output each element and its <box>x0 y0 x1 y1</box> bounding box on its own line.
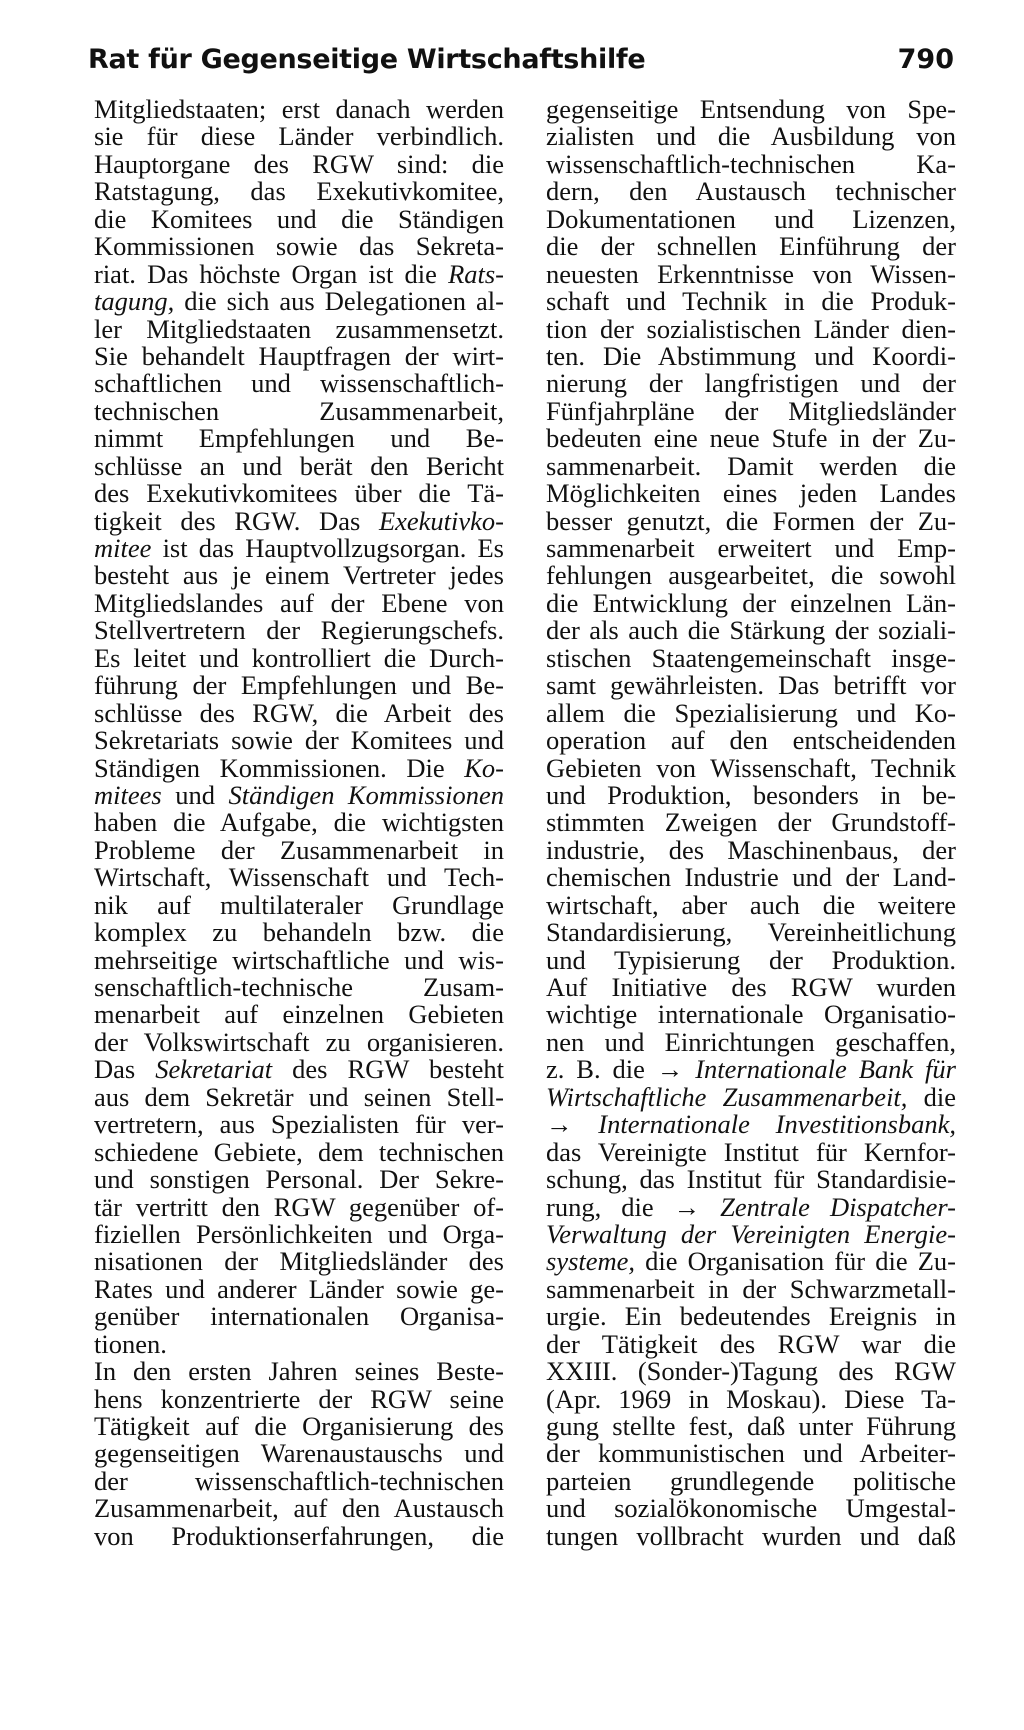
text-line <box>546 395 956 426</box>
text-run: Das <box>94 1054 156 1085</box>
italic-term: tagung, <box>94 286 175 317</box>
text-line <box>546 727 956 754</box>
text-run: samt gewährleisten. Das betrifft vor <box>546 670 956 701</box>
text-run: die sich aus Delegationen al- <box>174 286 504 317</box>
text-line <box>94 944 504 975</box>
italic-term: Ko- <box>464 752 504 783</box>
text-run: schung, das Institut für Standardisie- <box>546 1164 956 1195</box>
text-line <box>546 313 956 344</box>
running-header <box>88 44 954 84</box>
text-run: nisationen der Mitgliedsländer des <box>94 1246 504 1277</box>
text-run: Probleme der Zusammenarbeit in <box>94 834 504 865</box>
italic-term: Internationale Bank für <box>695 1054 956 1085</box>
text-line <box>546 425 956 452</box>
text-line <box>546 1026 956 1057</box>
text-line <box>546 889 956 920</box>
text-run: sammenarbeit. Damit werden die <box>546 450 956 481</box>
text-line <box>546 864 956 891</box>
text-line <box>94 1001 504 1028</box>
text-line <box>546 1358 956 1385</box>
text-run: sie für diese Länder verbindlich. <box>94 121 504 152</box>
text-line <box>546 1191 956 1222</box>
text-line <box>546 450 956 481</box>
text-run: Auf Initiative des RGW wurden <box>546 972 956 1002</box>
text-run: z. B. die → <box>546 1054 696 1085</box>
text-run: allem die Spezialisierung und Ko- <box>546 697 956 728</box>
text-line <box>546 697 956 728</box>
text-line <box>546 617 956 644</box>
text-run: genüber internationalen Organisa- <box>94 1301 504 1332</box>
text-line <box>94 1465 504 1496</box>
text-line <box>94 313 504 344</box>
text-run: die Entwicklung der einzelnen Län- <box>546 587 956 618</box>
text-run: Zusammenarbeit, auf den Austausch <box>94 1493 504 1524</box>
text-run: industrie, des Maschinenbaus, der <box>546 834 956 865</box>
text-line <box>94 148 504 179</box>
text-line <box>94 480 504 507</box>
text-line <box>546 642 956 673</box>
text-run: technischen Zusammenarbeit, <box>94 395 504 426</box>
text-line <box>546 809 956 836</box>
text-line <box>94 505 504 536</box>
text-line <box>94 587 504 618</box>
text-run: ler Mitgliedstaaten zusammensetzt. <box>94 313 504 344</box>
text-line <box>546 1136 956 1167</box>
italic-term: Sekretariat <box>155 1054 273 1085</box>
text-run: → <box>546 1109 599 1140</box>
text-line <box>546 1465 956 1496</box>
text-run: wissenschaftlich-technischen Ka- <box>546 148 956 179</box>
text-line <box>94 974 504 1001</box>
text-run: tungen vollbracht wurden und daß <box>546 1520 956 1551</box>
text-line <box>546 258 956 289</box>
text-line <box>546 944 956 975</box>
text-run: Dokumentationen und Lizenzen, <box>546 203 956 234</box>
text-line <box>94 617 504 644</box>
text-run: zialisten und die Ausbildung von <box>546 121 956 152</box>
text-run: Mitgliedstaaten; erst danach werden <box>94 94 504 124</box>
text-run: schlüsse des RGW, die Arbeit des <box>94 697 504 728</box>
text-line <box>94 1248 504 1275</box>
text-run: besteht aus je einem Vertreter jedes <box>94 560 504 591</box>
text-run: Ständigen Kommissionen. Die <box>94 752 465 783</box>
text-run: nimmt Empfehlungen und Be- <box>94 423 504 454</box>
text-run: In den ersten Jahren seines Beste- <box>94 1356 504 1387</box>
text-line <box>546 587 956 618</box>
text-run: menarbeit auf einzelnen Gebieten <box>94 999 504 1030</box>
text-run: Standardisierung, Vereinheitlichung <box>546 917 956 948</box>
text-line <box>546 233 956 260</box>
italic-term: Wirtschaftliche Zusammenarbeit, <box>546 1081 908 1112</box>
text-line <box>546 1056 956 1083</box>
text-line <box>94 178 504 205</box>
text-line <box>546 1081 956 1112</box>
text-line <box>546 1413 956 1440</box>
italic-term: mitee <box>94 533 152 563</box>
text-line <box>94 1111 504 1138</box>
text-line <box>94 1328 504 1359</box>
text-run: gegenseitige Entsendung von Spe- <box>546 94 956 124</box>
text-run: gung stellte fest, daß unter Führung <box>546 1411 956 1441</box>
text-run: parteien grundlegende politische <box>546 1465 956 1496</box>
text-line <box>546 1520 956 1551</box>
text-run: fiziellen Persönlichkeiten und Orga- <box>94 1218 504 1249</box>
text-run: schaft und Technik in die Produk- <box>546 286 956 317</box>
text-run: Mitgliedslandes auf der Ebene von <box>94 587 504 618</box>
text-run: und <box>161 779 229 810</box>
text-run: sammenarbeit erweitert und Emp- <box>546 533 956 563</box>
text-run: aus dem Sekretär und seinen Stell- <box>94 1081 504 1112</box>
text-run: Es leitet und kontrolliert die Durch- <box>94 642 504 673</box>
text-run: der Volkswirtschaft zu organisieren. <box>94 1026 504 1057</box>
text-run: wichtige internationale Organisatio- <box>546 999 956 1030</box>
text-run: und sonstigen Personal. Der Sekre- <box>94 1164 504 1195</box>
text-run: hens konzentrierte der RGW seine <box>94 1383 504 1414</box>
text-line <box>94 395 504 426</box>
text-line <box>546 834 956 865</box>
text-line <box>94 233 504 260</box>
text-run: Stellvertretern der Regierungschefs. <box>94 615 504 646</box>
text-line <box>94 340 504 371</box>
text-line <box>94 450 504 481</box>
text-run: ten. Die Abstimmung und Koordi- <box>546 340 956 371</box>
text-run: Tätigkeit auf die Organisierung des <box>94 1411 504 1441</box>
text-line <box>94 727 504 754</box>
text-run: komplex zu behandeln bzw. die <box>94 917 504 948</box>
text-run: die Komitees und die Ständigen <box>94 203 504 234</box>
text-line <box>94 288 504 315</box>
text-line <box>94 1056 504 1083</box>
text-line <box>546 480 956 507</box>
text-line <box>546 1495 956 1522</box>
text-line <box>546 1248 956 1275</box>
text-line <box>546 535 956 562</box>
text-run: XXIII. (Sonder-)Tagung des RGW <box>546 1356 956 1387</box>
text-line <box>546 1111 956 1138</box>
text-line <box>94 1166 504 1193</box>
text-line <box>94 562 504 589</box>
text-line <box>546 96 956 123</box>
text-run: rung, die → <box>546 1191 721 1222</box>
text-line <box>94 889 504 920</box>
text-run: wirtschaft, aber auch die weitere <box>546 889 956 920</box>
text-run: tigkeit des RGW. Das <box>94 505 379 536</box>
text-run: neuesten Erkenntnisse von Wissen- <box>546 258 956 289</box>
text-line <box>94 1440 504 1467</box>
italic-term: systeme, <box>546 1246 636 1277</box>
text-line <box>94 535 504 562</box>
text-line <box>546 1166 956 1193</box>
text-line <box>546 1440 956 1467</box>
text-line <box>94 642 504 673</box>
italic-term: Rats- <box>448 258 504 289</box>
text-run: die der schnellen Einführung der <box>546 231 956 262</box>
left-text-column <box>94 96 504 1550</box>
text-run: die <box>907 1081 956 1112</box>
text-line <box>546 1273 956 1304</box>
text-line <box>94 752 504 783</box>
header-title: Rat für Gegenseitige Wirtschaftshilfe <box>88 44 646 75</box>
text-line <box>94 370 504 397</box>
text-line <box>546 148 956 179</box>
text-run: tär vertritt den RGW gegenüber of- <box>94 1191 504 1222</box>
text-line <box>546 370 956 397</box>
text-run: Sekretariats sowie der Komitees und <box>94 725 504 756</box>
text-run: führung der Empfehlungen und Be- <box>94 670 504 701</box>
text-run: stischen Staatengemeinschaft insge- <box>546 642 956 673</box>
text-line <box>94 1520 504 1551</box>
text-run: haben die Aufgabe, die wichtigsten <box>94 807 504 838</box>
text-line <box>94 1495 504 1522</box>
text-run: der als auch die Stärkung der soziali- <box>546 615 956 646</box>
text-line <box>94 834 504 865</box>
text-line <box>546 203 956 234</box>
text-line <box>546 1218 956 1249</box>
text-line <box>94 425 504 452</box>
text-line <box>94 864 504 891</box>
text-run: besser genutzt, die Formen der Zu- <box>546 505 956 536</box>
text-run: der wissenschaftlich-technischen <box>94 1465 504 1496</box>
text-line <box>546 779 956 810</box>
text-line <box>94 779 504 810</box>
text-run: des Exekutivkomitees über die Tä- <box>94 478 504 509</box>
text-run: tionen. <box>94 1328 167 1359</box>
text-line <box>94 1191 504 1222</box>
text-line <box>546 505 956 536</box>
text-run: sammenarbeit in der Schwarzmetall- <box>546 1273 956 1304</box>
text-run: fehlungen ausgearbeitet, die sowohl <box>546 560 956 591</box>
text-line <box>546 123 956 150</box>
italic-term: Exekutivko- <box>378 505 504 536</box>
text-line <box>546 1328 956 1359</box>
text-line <box>546 974 956 1001</box>
text-run: urgie. Ein bedeutendes Ereignis in <box>546 1301 956 1332</box>
text-run: Sie behandelt Hauptfragen der wirt- <box>94 340 504 371</box>
text-run: der Tätigkeit des RGW war die <box>546 1328 956 1359</box>
text-run: Möglichkeiten eines jeden Landes <box>546 478 956 509</box>
text-run: tion der sozialistischen Länder dien- <box>546 313 956 344</box>
text-run: und sozialökonomische Umgestal- <box>546 1493 956 1524</box>
italic-term: Ständigen Kommissionen <box>228 779 504 810</box>
right-text-column <box>546 96 956 1550</box>
text-run: die Organisation für die Zu- <box>635 1246 956 1277</box>
text-run: gegenseitigen Warenaustauschs und <box>94 1438 504 1469</box>
text-run: bedeuten eine neue Stufe in der Zu- <box>546 423 956 454</box>
text-line <box>546 672 956 699</box>
text-line <box>94 697 504 728</box>
text-run: Hauptorgane des RGW sind: die <box>94 148 504 179</box>
text-line <box>546 1001 956 1028</box>
text-run: Rates und anderer Länder sowie ge- <box>94 1273 504 1304</box>
text-line <box>94 809 504 836</box>
text-run: und Typisierung der Produktion. <box>546 944 956 975</box>
text-line <box>94 1218 504 1249</box>
text-line <box>94 672 504 699</box>
text-line <box>94 258 504 289</box>
text-line <box>94 1273 504 1304</box>
text-run: chemischen Industrie und der Land- <box>546 862 956 893</box>
text-line <box>94 203 504 234</box>
text-line <box>546 752 956 783</box>
text-line <box>546 340 956 371</box>
text-run: senschaftlich-technische Zusam- <box>94 972 504 1002</box>
page-number: 790 <box>897 44 954 75</box>
text-run: stimmten Zweigen der Grundstoff- <box>546 807 956 838</box>
text-run: nierung der langfristigen und der <box>546 368 956 399</box>
italic-term: Verwaltung der Vereinigten Energie- <box>546 1218 956 1249</box>
text-run: nen und Einrichtungen geschaffen, <box>546 1026 956 1057</box>
text-line <box>546 178 956 205</box>
text-run: Fünfjahrpläne der Mitgliedsländer <box>546 395 956 426</box>
text-run: und Produktion, besonders in be- <box>546 779 956 810</box>
text-line <box>546 919 956 946</box>
text-run: (Apr. 1969 in Moskau). Diese Ta- <box>546 1383 956 1414</box>
italic-term: Zentrale Dispatcher- <box>720 1191 956 1222</box>
text-run: Kommissionen sowie das Sekreta- <box>94 231 504 262</box>
text-run: mehrseitige wirtschaftliche und wis- <box>94 944 504 975</box>
text-line <box>94 1303 504 1330</box>
text-run: schaftlichen und wissenschaftlich- <box>94 368 504 399</box>
text-line <box>546 1303 956 1330</box>
text-line <box>94 1358 504 1385</box>
text-run: schiedene Gebiete, dem technischen <box>94 1136 504 1167</box>
text-line <box>546 288 956 315</box>
text-line <box>94 96 504 123</box>
text-run: des RGW besteht <box>272 1054 505 1085</box>
text-line <box>94 1136 504 1167</box>
text-run: der kommunistischen und Arbeiter- <box>546 1438 956 1469</box>
italic-term: mitees <box>94 779 162 810</box>
text-run: schlüsse an und berät den Bericht <box>94 450 504 481</box>
text-run: Gebieten von Wissenschaft, Technik <box>546 752 956 783</box>
text-line <box>94 123 504 150</box>
text-line <box>94 1026 504 1057</box>
text-run: dern, den Austausch technischer <box>546 176 956 207</box>
italic-term: Internationale Investitionsbank, <box>598 1109 956 1140</box>
text-line <box>94 1413 504 1440</box>
text-line <box>546 1383 956 1414</box>
text-line <box>94 1383 504 1414</box>
text-run: vertretern, aus Spezialisten für ver- <box>94 1109 504 1140</box>
text-run: ist das Hauptvollzugsorgan. Es <box>151 533 504 563</box>
text-line <box>546 562 956 589</box>
text-run: riat. Das höchste Organ ist die <box>94 258 449 289</box>
text-line <box>94 1081 504 1112</box>
text-line <box>94 919 504 946</box>
text-run: das Vereinigte Institut für Kernfor- <box>546 1136 956 1167</box>
text-run: nik auf multilateraler Grundlage <box>94 889 504 920</box>
text-run: von Produktionserfahrungen, die <box>94 1520 504 1551</box>
text-run: operation auf den entscheidenden <box>546 725 956 756</box>
text-run: Ratstagung, das Exekutivkomitee, <box>94 176 504 207</box>
text-run: Wirtschaft, Wissenschaft und Tech- <box>94 862 504 893</box>
